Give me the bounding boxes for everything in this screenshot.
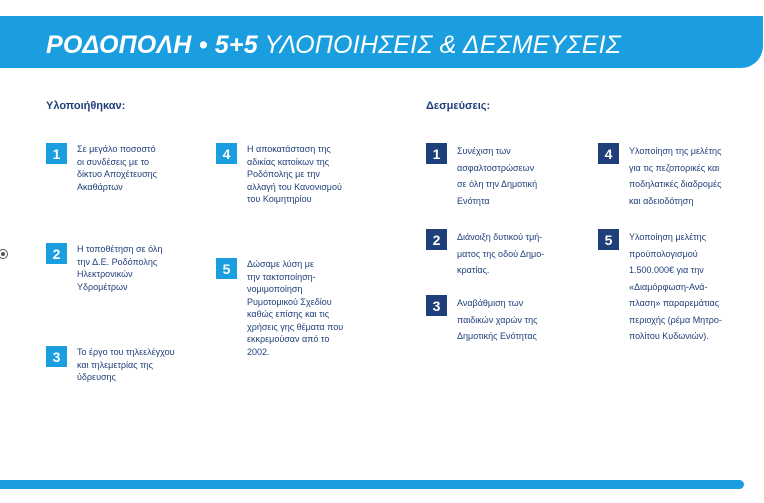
page-title bbox=[46, 31, 621, 60]
implemented-item-5 bbox=[216, 258, 343, 358]
number-badge: 3 bbox=[46, 346, 67, 367]
commitment-item-3 bbox=[426, 295, 537, 345]
implemented-item-text: Η αποκατάσταση της αδικίας κατοίκων της Ροδόπολης με την αλλαγή του Κανονισμού του Κοιμητηρίου bbox=[247, 144, 342, 204]
number-badge: 4 bbox=[216, 143, 237, 164]
commitment-item-2 bbox=[426, 229, 544, 279]
commitment-item-text: Συνέχιση των ασφαλτοστρώσεων σε όλη την Δημοτική Ενότητα bbox=[457, 146, 538, 206]
implemented-item-3 bbox=[46, 346, 175, 384]
implemented-item-text: Το έργο του τηλεελέγχου και τηλεμετρίας της ύδρευσης bbox=[77, 347, 175, 382]
commitment-item-5 bbox=[598, 229, 722, 345]
number-badge: 5 bbox=[598, 229, 619, 250]
implemented-item-2 bbox=[46, 243, 162, 293]
commitments-heading: Δεσμεύσεις: bbox=[426, 100, 491, 112]
number-badge: 3 bbox=[426, 295, 447, 316]
number-badge: 1 bbox=[46, 143, 67, 164]
commitment-item-text: Υλοποίηση μελέτης προύπολογισμού 1.500.000€ για την «Διαμόρφωση-Ανά- πλαση» παραρεμάτιας περιοχής (ρέμα Μητρο- πολίτου Κυδωνιών). bbox=[629, 232, 722, 341]
commitment-item-text: Αναβάθμιση των παιδικών χαρών της Δημοτικής Ενότητας bbox=[457, 298, 538, 341]
number-badge: 4 bbox=[598, 143, 619, 164]
implemented-item-text: Η τοποθέτηση σε όλη την Δ.Ε. Ροδόπολης Ηλεκτρονικών Υδρομέτρων bbox=[77, 244, 163, 292]
commitment-item-4 bbox=[598, 143, 721, 209]
title-bold: ΡΟΔΟΠΟΛΗ • 5+5 bbox=[46, 31, 258, 59]
implemented-item-text: Σε μεγάλο ποσοστό οι συνδέσεις με το δίκτυο Αποχέτευσης Ακαθάρτων bbox=[77, 144, 157, 192]
implemented-item-4 bbox=[216, 143, 342, 206]
number-badge: 2 bbox=[426, 229, 447, 250]
implemented-item-text: Δώσαμε λύση με την τακτοποίηση- νομιμοποίηση Ρυμοτομικού Σχεδίου καθώς επίσης και τις χρήσεις γης θέματα που εκκρεμούσαν από το 2002. bbox=[247, 259, 344, 357]
number-badge: 1 bbox=[426, 143, 447, 164]
number-badge: 2 bbox=[46, 243, 67, 264]
number-badge: 5 bbox=[216, 258, 237, 279]
implemented-item-1 bbox=[46, 143, 157, 193]
commitment-item-text: Διάνοιξη δυτικού τμή- ματος της οδού Δημο- κρατίας. bbox=[457, 232, 545, 275]
title-light: ΥΛΟΠΟΙΗΣΕΙΣ & ΔΕΣΜΕΥΣΕΙΣ bbox=[264, 31, 621, 59]
implemented-heading: Υλοποιήθηκαν: bbox=[46, 100, 126, 112]
registration-mark-icon bbox=[0, 249, 8, 259]
commitment-item-text: Υλοποίηση της μελέτης για τις πεζοπορικές και ποδηλατικές διαδρομές και αδειοδότηση bbox=[629, 146, 722, 206]
commitment-item-1 bbox=[426, 143, 537, 209]
footer-bar bbox=[0, 480, 744, 489]
